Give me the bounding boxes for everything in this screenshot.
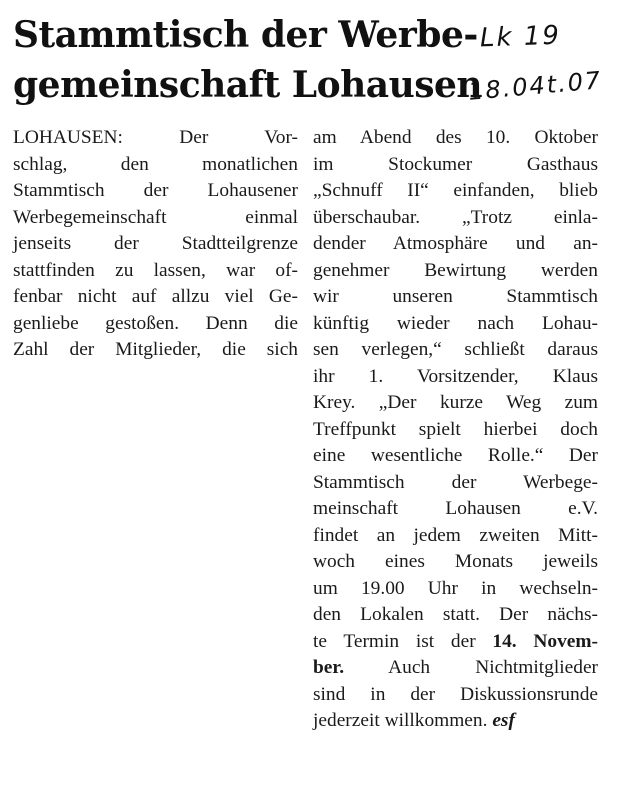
text-line: jenseits der Stadtteilgrenze [13,233,298,254]
text-line: Werbegemeinschaft einmal [13,206,298,228]
text-line: eine wesentliche Rolle.“ Der [313,445,598,466]
text-line-with-date [313,629,598,656]
text-line: künftig wieder nach Lohau- [313,312,598,334]
headline-line-2: gemeinschaft Lohausen [13,64,483,106]
text-line: „Schnuff II“ einfanden, blieb [313,180,598,201]
text-line-with-date [313,655,598,682]
text-line: findet an jedem zweiten Mitt- [313,524,598,546]
text-line: LOHAUSEN: Der Vor- [13,127,298,148]
text-line: stattfinden zu lassen, war of- [13,259,298,281]
text-line: genehmer Bewirtung werden [313,259,598,281]
text-line: ihr 1. Vorsitzender, Klaus [313,365,598,387]
text-line: Stammtisch der Lohausener [13,180,298,201]
text-line: überschaubar. „Trotz einla- [313,206,598,228]
text-line: sen verlegen,“ schließt daraus [313,339,598,360]
article-column-left [13,125,298,364]
text-fragment: te Termin ist der [313,630,476,652]
text-line: sind in der Diskussionsrunde [313,683,598,705]
text-line: wir unseren Stammtisch [313,286,598,307]
text-line: woch eines Monats jeweils [313,551,598,572]
text-fragment: jederzeit willkommen. [313,710,488,731]
text-line: meinschaft Lohausen e.V. [313,498,598,519]
headline-line-1: Stammtisch der Werbe- [13,14,478,56]
next-date-bold-cont: ber. [313,657,345,678]
text-line: schlag, den monatlichen [13,153,298,175]
handwritten-date: 18.04t.07 [467,66,604,106]
handwritten-code: Lk 19 [479,20,562,54]
text-line: den Lokalen statt. Der nächs- [313,604,598,625]
text-line: Krey. „Der kurze Weg zum [313,392,598,413]
text-line: Zahl der Mitglieder, die sich [13,339,298,360]
text-line: Stammtisch der Werbege- [313,471,598,493]
text-line: Treffpunkt spielt hierbei doch [313,418,598,440]
text-line: um 19.00 Uhr in wechseln- [313,577,598,599]
text-line-last [313,708,598,735]
text-line: am Abend des 10. Oktober [313,127,598,148]
text-line: fenbar nicht auf allzu viel Ge- [13,286,298,307]
text-line: im Stockumer Gasthaus [313,153,598,175]
author-signature: esf [492,710,515,731]
next-date-bold: 14. Novem- [492,630,598,652]
text-line: genliebe gestoßen. Denn die [13,312,298,334]
article-column-right [313,125,598,735]
text-line: dender Atmosphäre und an- [313,233,598,254]
text-fragment: Auch Nichtmitglieder [388,657,599,678]
headline [13,10,483,110]
